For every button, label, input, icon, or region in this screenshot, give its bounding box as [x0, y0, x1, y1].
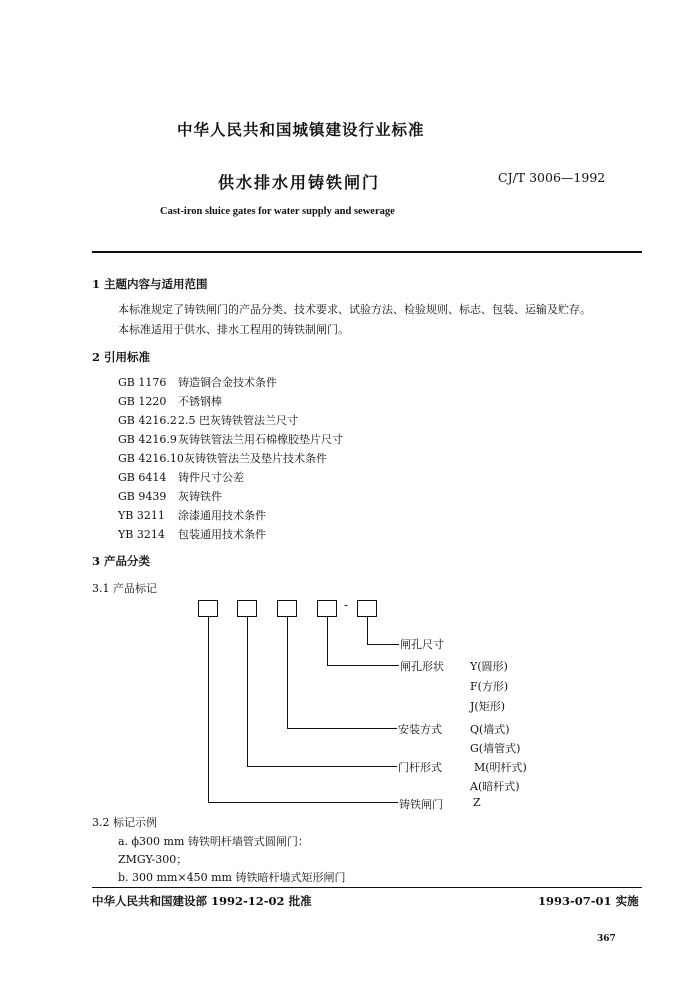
code-shape-rect: J(矩形) [470, 700, 505, 713]
reference-code: GB 9439 [118, 490, 167, 503]
leader-line [287, 728, 397, 729]
reference-title: 铸造铜合金技术条件 [178, 376, 277, 389]
effective-date: 1993-07-01 实施 [538, 894, 639, 908]
code-install-wall-pipe: G(墙管式) [470, 742, 521, 755]
standard-title: 中华人民共和国城镇建设行业标准 [177, 120, 425, 139]
leader-line [208, 802, 398, 803]
reference-title: 不锈钢棒 [178, 395, 222, 408]
reference-code: GB 1176 [118, 376, 167, 389]
label-hole-size: 闸孔尺寸 [400, 638, 444, 651]
reference-item [118, 488, 343, 507]
example-a: a. ϕ300 mm 铸铁明杆墙管式圆闸门： [118, 835, 309, 848]
label-hole-shape: 闸孔形状 [400, 660, 444, 673]
section-1-paragraph-1: 本标准规定了铸铁闸门的产品分类、技术要求、试验方法、检验规则、标志、包装、运输及贮存。 [118, 303, 591, 316]
reference-code: GB 1220 [118, 395, 167, 408]
reference-title: 灰铸铁件 [178, 490, 222, 503]
reference-item [118, 393, 343, 412]
reference-item [118, 507, 343, 526]
section-3-2-heading: 3.2 标记示例 [92, 816, 157, 829]
leader-line [208, 617, 209, 803]
reference-item [118, 469, 343, 488]
reference-title: 包装通用技术条件 [178, 528, 266, 541]
reference-item [118, 450, 343, 469]
english-title: Cast-iron sluice gates for water supply and sewerage [160, 206, 395, 217]
reference-title: 灰铸铁管法兰及垫片技术条件 [184, 452, 327, 465]
mark-box-shape [317, 600, 337, 617]
leader-line [367, 644, 399, 645]
section-2-heading: 2 引用标准 [92, 350, 151, 364]
reference-title: 铸件尺寸公差 [178, 471, 244, 484]
reference-item [118, 412, 343, 431]
leader-line [247, 617, 248, 767]
mark-box-install [277, 600, 297, 617]
reference-code: GB 4216.9 [118, 433, 177, 446]
document-title: 供水排水用铸铁闸门 [218, 173, 381, 192]
reference-title: 2.5 巴灰铸铁管法兰尺寸 [178, 414, 298, 427]
code-gate: Z [473, 796, 481, 809]
code-stem-rising: M(明杆式) [474, 761, 527, 774]
reference-item [118, 431, 343, 450]
leader-line [287, 617, 288, 729]
reference-code: YB 3214 [118, 528, 165, 541]
leader-line [247, 766, 397, 767]
header-divider [92, 251, 642, 253]
leader-line [367, 617, 368, 645]
mark-dash: - [344, 598, 349, 612]
reference-title: 涂漆通用技术条件 [178, 509, 266, 522]
example-a-code: ZMGY-300； [118, 853, 188, 866]
reference-code: YB 3211 [118, 509, 165, 522]
reference-title: 灰铸铁管法兰用石棉橡胶垫片尺寸 [178, 433, 343, 446]
footer-divider [92, 887, 642, 888]
label-install-method: 安装方式 [398, 723, 442, 736]
reference-item [118, 374, 343, 393]
approval-date: 中华人民共和国建设部 1992-12-02 批准 [92, 894, 312, 908]
section-3-1-heading: 3.1 产品标记 [92, 582, 157, 595]
leader-line [327, 617, 328, 666]
reference-item [118, 526, 343, 545]
reference-code: GB 6414 [118, 471, 167, 484]
code-shape-square: F(方形) [470, 680, 509, 693]
mark-box-stem [237, 600, 257, 617]
reference-list [118, 374, 343, 545]
mark-box-size [357, 600, 377, 617]
reference-code: GB 4216.2 [118, 414, 177, 427]
code-stem-nonrising: A(暗杆式) [470, 780, 520, 793]
code-install-wall: Q(墙式) [470, 723, 510, 736]
reference-code: GB 4216.10 [118, 452, 184, 465]
mark-box-gate [198, 600, 218, 617]
section-1-heading: 1 主题内容与适用范围 [92, 277, 208, 291]
leader-line [327, 665, 399, 666]
section-3-heading: 3 产品分类 [92, 554, 151, 568]
example-b: b. 300 mm×450 mm 铸铁暗杆墙式矩形闸门 [118, 871, 346, 884]
page-number: 367 [597, 934, 616, 944]
code-shape-round: Y(圆形) [470, 660, 508, 673]
document-code: CJ/T 3006—1992 [498, 170, 606, 185]
section-1-paragraph-2: 本标准适用于供水、排水工程用的铸铁制闸门。 [118, 323, 349, 336]
label-cast-iron-gate: 铸铁闸门 [399, 798, 443, 811]
label-stem-type: 门杆形式 [398, 761, 442, 774]
